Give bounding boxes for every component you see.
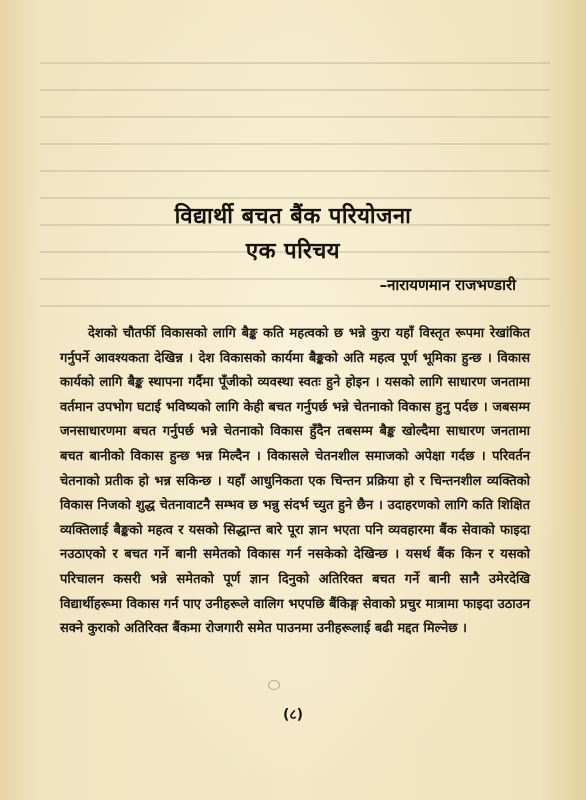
article-title: विद्यार्थी बचत बैंक परियोजना: [174, 204, 412, 229]
author-name: –नारायणमान राजभण्डारी: [379, 276, 516, 294]
article-subtitle: एक परिचय: [245, 239, 341, 264]
page-number: (८): [282, 707, 304, 723]
paper-blemish: [268, 680, 280, 690]
article-body: [60, 322, 530, 642]
body-paragraph: देशको चौतर्फी विकासको लागि बैङ्क कति महत्वको छ भन्ने कुरा यहाँ विस्तृत रूपमा रेखांकित गर्नुपर्ने आवश्यकता देखिन्न । देश विकासको कार्यमा बैङ्कको अति महत्व पूर्ण भूमिका हुन्छ । विकास कार्यको लागि बैङ्क स्थापना गर्दैमा पूँजीको व्यवस्था स्वतः हुने होइन । यसको लागि साधारण जनतामा वर्तमान उपभोग घटाई भविष्यको लागि केही बचत गर्नुपर्छ भन्ने चेतनाको विकास हुनु पर्दछ । जबसम्म जनसाधारणमा बचत गर्नुपर्छ भन्ने चेतनाको विकास हुँदैन तबसम्म बैङ्क खोल्दैमा साधारण जनतामा बचत बानीको विकास हुन्छ भन्न मिल्दैन । विकासले चेतनशील समाजको अपेक्षा गर्दछ । परिवर्तन चेतनाको प्रतीक हो भन्न सकिन्छ । यहाँ आधुनिकता एक चिन्तन प्रक्रिया हो र चिन्तनशील व्यक्तिको विकास निजको शुद्ध चेतनावाटनै सम्भव छ भन्नु संदर्भ च्युत हुने छैन । उदाहरणको लागि कति शिक्षित व्यक्तिलाई बैङ्कको महत्व र यसको सिद्धान्त बारे पूरा ज्ञान भएता पनि व्यवहारमा बैंक सेवाको फाइदा नउठाएको र बचत गर्ने बानी समेतको विकास गर्न नसकेको देखिन्छ । यसर्थ बैंक किन र यसको परिचालन कसरी भन्ने समेतको पूर्ण ज्ञान दिनुको अतिरिक्त बचत गर्ने बानी सानै उमेरदेखि विद्यार्थीहरूमा विकास गर्न पाए उनीहरूले वालिग भएपछि बैंकिङ्ग सेवाको प्रचुर मात्रामा फाइदा उठाउन सक्ने कुराको अतिरिक्त बैंकमा रोजगारी समेत पाउनमा उनीहरूलाई बढी मद्दत मिल्नेछ ।: [60, 326, 530, 637]
